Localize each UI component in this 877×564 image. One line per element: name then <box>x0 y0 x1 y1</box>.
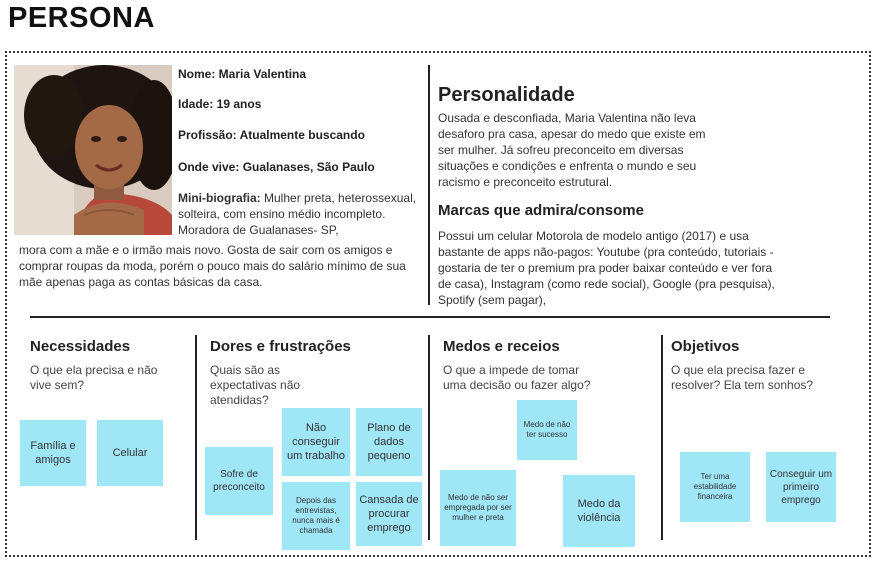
pains-title: Dores e frustrações <box>210 338 351 355</box>
section-divider <box>30 316 830 318</box>
sticky-note: Depois das entrevistas, nunca mais é chamada <box>282 482 350 550</box>
sticky-note: Celular <box>97 420 163 486</box>
goals-title: Objetivos <box>671 338 740 355</box>
profile-home: Onde vive: Gualanases, São Paulo <box>178 160 375 174</box>
sticky-note: Não conseguir um trabalho <box>282 408 350 476</box>
column-divider-1 <box>195 335 197 540</box>
profile-age: Idade: 19 anos <box>178 97 262 111</box>
persona-photo <box>14 65 172 235</box>
sticky-note: Conseguir um primeiro emprego <box>766 452 836 522</box>
column-divider-2 <box>428 335 430 540</box>
personality-text: Ousada e desconfiada, Maria Valentina não leva desaforo pra casa, apesar do medo que existe em ser mulher. Já sofreu preconceito em diversas situações e condições e enfrenta o mundo e seu racismo e preconceito estrutural. <box>438 111 706 189</box>
personality-title: Personalidade <box>438 84 575 106</box>
sticky-note: Plano de dados pequeno <box>356 408 422 476</box>
sticky-note: Sofre de preconceito <box>205 447 273 515</box>
profile-job: Profissão: Atualmente buscando <box>178 128 365 142</box>
pains-question: Quais são as expectativas não atendidas? <box>210 363 301 407</box>
goals-question: O que ela precisa fazer e resolver? Ela tem sonhos? <box>671 363 814 392</box>
needs-question: O que ela precisa e não vive sem? <box>30 363 158 392</box>
profile-bio-continued: mora com a mãe e o irmão mais novo. Gosta de sair com os amigos e comprar roupas da moda, porém o pouco mais do salário mínimo de sua mãe apenas paga as contas básicas da casa. <box>19 243 406 289</box>
profile-name: Nome: Maria Valentina <box>178 67 307 81</box>
sticky-note: Família e amigos <box>20 420 86 486</box>
page-title: PERSONA <box>8 2 155 34</box>
brands-title: Marcas que admira/consome <box>438 202 644 219</box>
sticky-note: Medo de não ter sucesso <box>517 400 577 460</box>
top-divider <box>428 65 430 305</box>
sticky-note: Medo da violência <box>563 475 635 547</box>
profile-bio: Mini-biografia: Mulher preta, heterossexual, solteira, com ensino médio incompleto. Moradora de Gualanases- SP, <box>178 191 417 237</box>
fears-question: O que a impede de tomar uma decisão ou fazer algo? <box>443 363 591 392</box>
fears-title: Medos e receios <box>443 338 560 355</box>
sticky-note: Cansada de procurar emprego <box>356 482 422 546</box>
needs-title: Necessidades <box>30 338 131 355</box>
brands-text: Possui um celular Motorola de modelo antigo (2017) e usa bastante de apps não-pagos: Youtube (pra conteúdo, tutoriais - gostaria de ter o premium pra poder baixar conteúdo e ver fora de casa), Instagram (como rede social), Google (pra pesquisa), Spotify (sem pagar), <box>438 229 775 307</box>
sticky-note: Ter uma estabilidade financeira <box>680 452 750 522</box>
column-divider-3 <box>661 335 663 540</box>
sticky-note: Medo de não ser empregada por ser mulher e preta <box>440 470 516 546</box>
